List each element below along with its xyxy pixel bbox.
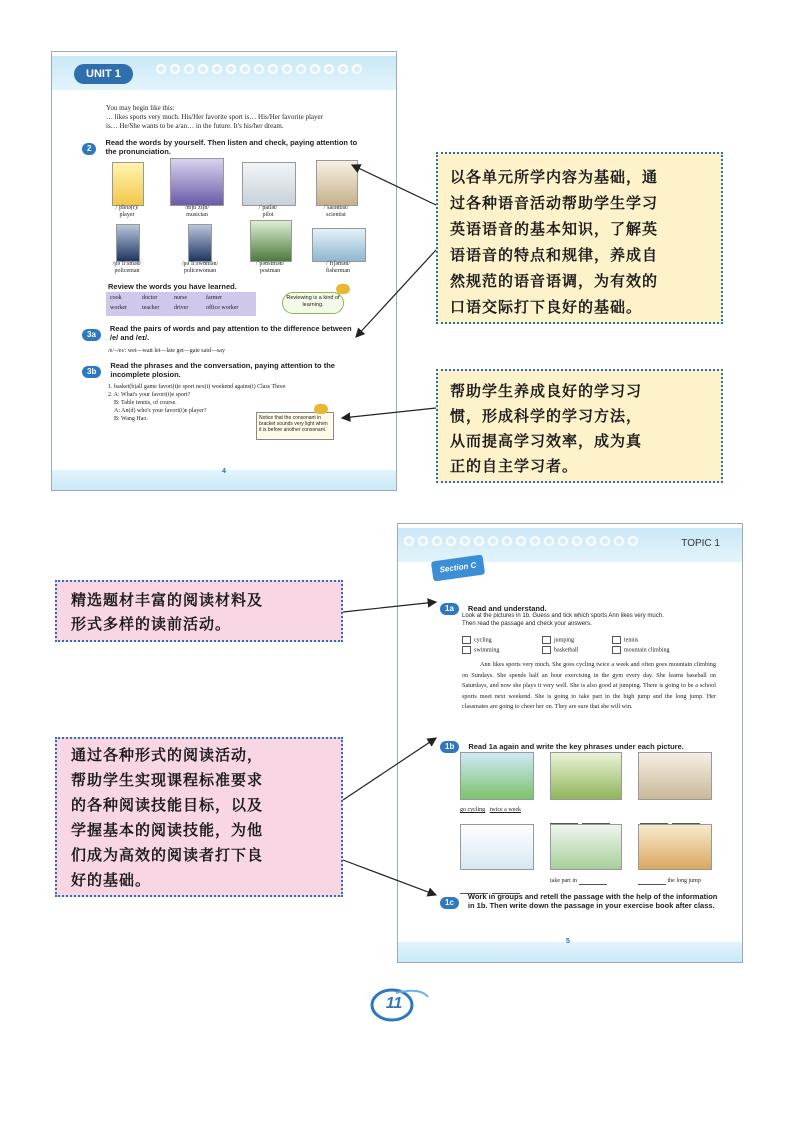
callout-line: 英语语音的基本知识，了解英	[450, 220, 659, 238]
exercise-badge: 1b	[440, 741, 459, 753]
page-number: 11	[385, 995, 403, 1012]
page-number-badge	[372, 989, 418, 1021]
callout-line: 然规范的语音语调，为有效的	[450, 272, 659, 290]
exercise-title: Read the words by yourself. Then listen and check, paying attention to the pronunciation.	[105, 138, 358, 156]
review-row: cook doctor nurse farmer	[110, 295, 222, 301]
callout-line: 精选题材丰富的阅读材料及	[71, 591, 264, 609]
callout-line: 从而提高学习效率，成为真	[450, 432, 643, 450]
plosion-line: 1. basket(b)all game favori(t)e sport nex(t) weekend agains(t) Class Three	[108, 384, 286, 390]
intro-line: You may begin like this:	[106, 104, 175, 112]
choice-swimming[interactable]: swimming	[462, 646, 542, 654]
instruction-line: Then read the passage and check your answers.	[462, 621, 592, 627]
word-label: /mjuˈzɪʃn/ musician	[185, 205, 209, 218]
callout-line: 以各单元所学内容为基础，通	[450, 168, 659, 186]
exercise-title: Read 1a again and write the key phrases under each picture.	[468, 742, 684, 751]
callout-line: 语语音的特点和规律，养成自	[450, 246, 659, 264]
callout-line: 学握基本的阅读技能，为他	[71, 821, 264, 839]
choice-basketball[interactable]: basketball	[542, 646, 612, 654]
intro-line: … likes sports very much. His/Her favorite sport is… His/Her favorite player	[106, 113, 323, 121]
exercise-badge: 1a	[440, 603, 459, 615]
callout-line: 们成为高效的阅读者打下良	[71, 846, 264, 864]
key-note-text: Notice that the consonant in bracket sounds very light when it is before another consonant.	[259, 415, 328, 433]
callout-line: 的各种阅读技能目标，以及	[71, 796, 264, 814]
word-label: /ˈsaɪəntɪst/ scientist	[323, 205, 349, 218]
arrow-to-1c	[343, 860, 436, 895]
unit-label: UNIT 1	[74, 64, 133, 84]
section-tag-text: Section C	[439, 560, 477, 575]
arrow-to-ex3a	[356, 250, 436, 337]
arrow-to-ex2	[352, 165, 436, 205]
answer-phrase: take part in	[550, 878, 577, 884]
callout-line: 帮助学生实现课程标准要求	[71, 771, 264, 789]
choice-cycling[interactable]: cycling	[462, 636, 542, 644]
exercise-badge: 2	[82, 143, 96, 155]
plosion-line: 2. A: What's your favori(t)e sport?	[108, 392, 191, 398]
word-label: /pəˈliːsmən/ policeman	[112, 261, 142, 274]
exercise-title: Read the phrases and the conversation, paying attention to the incomplete plosion.	[110, 361, 335, 379]
key-note-text: Reviewing is a kind of learning.	[286, 295, 340, 308]
topic-label: TOPIC 1	[681, 538, 720, 549]
word-label: /ˈpleɪə(r)/ player	[115, 205, 139, 218]
intro-line: is… He/She wants to be a/an… in the future. It's his/her dream.	[106, 122, 284, 130]
word-label: /ˈpəʊstmən/ postman	[255, 261, 285, 274]
callout-line: 形式多样的读前活动。	[71, 615, 232, 633]
callout-line: 过各种语音活动帮助学生学习	[450, 194, 659, 212]
word-pairs: /e/–/eɪ/: wet—wait let—late get—gate said—say	[108, 348, 225, 354]
exercise-badge: 3a	[82, 329, 101, 341]
word-label: /pəˈliːswʊmən/ policewoman	[181, 261, 219, 274]
callout-line: 正的自主学习者。	[450, 457, 579, 475]
review-title: Review the words you have learned.	[108, 282, 237, 291]
callout-line: 通过各种形式的阅读活动，	[71, 746, 264, 764]
callout-line: 口语交际打下良好的基础。	[450, 298, 643, 316]
word-label: /ˈpaɪlət/ pilot	[258, 205, 278, 218]
arrow-to-ex3b	[342, 408, 436, 418]
exercise-title: Work in groups and retell the passage with the help of the information in 1b. Then write down the passage in your exercise book after class.	[467, 892, 718, 910]
callout-line: 帮助学生养成良好的学习习	[450, 382, 643, 400]
plosion-line: B: Wang Hao.	[114, 416, 148, 422]
choice-jumping[interactable]: jumping	[542, 636, 612, 644]
exercise-title: Read the pairs of words and pay attention to the difference between /e/ and /eɪ/.	[109, 324, 352, 342]
arrow-to-1b	[343, 738, 436, 800]
arrow-to-1a	[343, 602, 436, 612]
choice-tennis[interactable]: tennis	[612, 636, 638, 644]
exercise-badge: 3b	[82, 366, 101, 378]
instruction-line: Look at the pictures in 1b. Guess and tick which sports Ann likes very much.	[462, 613, 664, 619]
choice-mountain-climbing[interactable]: mountain climbing	[612, 646, 670, 654]
word-label: /ˈfɪʃəmən/ fisherman	[326, 261, 350, 274]
exercise-title: Read and understand.	[467, 604, 547, 613]
reading-passage: Ann likes sports very much. She goes cycling twice a week and often goes mountain climbing on Sundays. She spends half an hour exercising in the gym every day. She learns baseball on Saturdays, and now she plays it very well. She is also good at jumping. There is going to be a school sports meet next weekend. She is going to take part in the high jump and the long jump. Her classmates are going to cheer her on. They are sure that she will win.	[462, 661, 716, 710]
callout-line: 好的基础。	[71, 871, 152, 889]
page-number: 5	[566, 938, 570, 945]
callout-line: 惯，形成科学的学习方法，	[450, 407, 643, 425]
answer-phrase: twice a week	[489, 807, 521, 813]
answer-phrase: the long jump	[667, 878, 701, 884]
answer-phrase: go cycling	[460, 807, 486, 813]
plosion-line: A: An(d) who's your favori(t)e player?	[114, 408, 207, 414]
plosion-line: B: Table tennis, of course.	[114, 400, 177, 406]
exercise-badge: 1c	[440, 897, 459, 909]
review-row: worker teacher driver office worker	[110, 305, 239, 311]
page-number: 4	[222, 468, 226, 475]
